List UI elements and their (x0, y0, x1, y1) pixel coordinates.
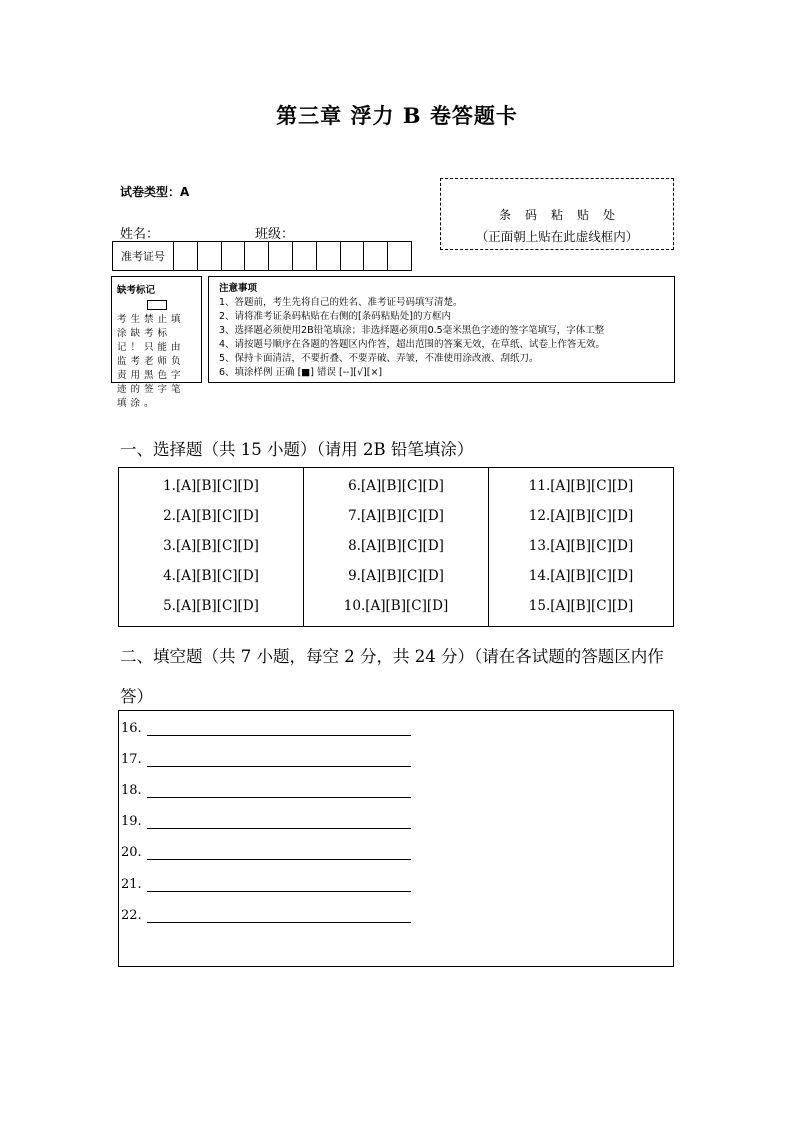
choice-item[interactable]: 1.[A][B][C][D] (163, 478, 259, 494)
barcode-title: 条码粘贴处 (498, 208, 629, 222)
fill-row (121, 877, 411, 892)
fill-row (121, 908, 411, 923)
choice-item[interactable]: 9.[A][B][C][D] (348, 568, 444, 584)
absent-instructions: 考生禁止填涂缺考标记！只能由监考老师负责用黑色字迹的签字笔填涂。 (117, 314, 185, 409)
paper-type-label: 试卷类型： (120, 185, 181, 199)
notes-item: 5、保持卡面清洁，不要折叠、不要弄破、弄皱，不准使用涂改液、刮纸刀。 (219, 353, 539, 364)
name-field[interactable] (159, 227, 255, 242)
choice-item[interactable]: 8.[A][B][C][D] (348, 538, 444, 554)
notes-item: 2、请将准考证条码粘贴在右侧的[条码粘贴处]的方框内 (219, 311, 451, 322)
choice-item[interactable]: 11.[A][B][C][D] (528, 478, 634, 494)
fill-number: 22. (121, 908, 142, 923)
exam-id-cell[interactable] (245, 242, 269, 270)
exam-id-cell[interactable] (174, 242, 198, 270)
fill-line[interactable] (147, 877, 411, 892)
name-label: 姓名： (120, 227, 160, 242)
fill-line[interactable] (147, 783, 411, 798)
choice-item[interactable]: 13.[A][B][C][D] (528, 538, 634, 554)
fill-number: 21. (121, 877, 142, 892)
fill-line[interactable] (147, 814, 411, 829)
fill-row (121, 721, 411, 736)
absent-mark-box (111, 276, 202, 409)
fill-line[interactable] (147, 752, 411, 767)
exam-id-label: 准考证号 (113, 242, 174, 270)
paper-type (120, 183, 189, 200)
choice-column (489, 468, 673, 626)
exam-id-cell[interactable] (269, 242, 293, 270)
fill-number: 16. (121, 721, 142, 736)
page-title: 第三章 浮力 B 卷答题卡 (276, 103, 518, 128)
barcode-area[interactable] (440, 178, 674, 250)
notes-box (208, 276, 675, 383)
fill-number: 18. (121, 783, 142, 798)
notes-item: 6、填涂样例 正确 [■] 错误 [--][√][×] (219, 367, 383, 378)
fill-line[interactable] (147, 908, 411, 923)
fill-row (121, 752, 411, 767)
exam-id-cell[interactable] (198, 242, 222, 270)
fill-answer-box (118, 710, 674, 967)
notes-title: 注意事项 (219, 283, 258, 294)
fill-row (121, 814, 411, 829)
section-heading-fill: 二、填空题（共 7 小题，每空 2 分，共 24 分）（请在各试题的答题区内作答） (120, 647, 664, 706)
choice-item[interactable]: 10.[A][B][C][D] (343, 598, 449, 614)
exam-id-cell[interactable] (341, 242, 365, 270)
choice-column (119, 468, 304, 626)
choice-item[interactable]: 12.[A][B][C][D] (528, 508, 634, 524)
class-field[interactable] (294, 227, 392, 242)
choice-item[interactable]: 15.[A][B][C][D] (528, 598, 634, 614)
fill-line[interactable] (147, 845, 411, 860)
choice-item[interactable]: 14.[A][B][C][D] (528, 568, 634, 584)
choice-answer-table (118, 467, 674, 627)
notes-item: 3、选择题必须使用2B铅笔填涂；非选择题必须用0.5毫米黑色字迹的签字笔填写，字体工整 (219, 325, 605, 336)
choice-item[interactable]: 6.[A][B][C][D] (348, 478, 444, 494)
section-heading-choice: 一、选择题（共 15 小题）（请用 2B 铅笔填涂） (120, 440, 474, 459)
choice-item[interactable]: 7.[A][B][C][D] (348, 508, 444, 524)
choice-item[interactable]: 3.[A][B][C][D] (163, 538, 259, 554)
exam-id-cell[interactable] (388, 242, 411, 270)
exam-id-cell[interactable] (364, 242, 388, 270)
choice-column (304, 468, 489, 626)
fill-row (121, 845, 411, 860)
fill-number: 19. (121, 814, 142, 829)
notes-item: 4、请按题号顺序在各题的答题区内作答，超出范围的答案无效，在草纸、试卷上作答无效。 (219, 339, 606, 350)
paper-type-value: A (180, 185, 190, 199)
fill-number: 20. (121, 845, 142, 860)
class-label: 班级： (255, 227, 295, 242)
exam-id-cell[interactable] (293, 242, 317, 270)
absent-title: 缺考标记 (117, 285, 156, 296)
barcode-note: （正面朝上贴在此虚线框内） (475, 229, 639, 244)
exam-id-cell[interactable] (222, 242, 246, 270)
choice-item[interactable]: 5.[A][B][C][D] (163, 598, 259, 614)
absent-mark-checkbox[interactable] (147, 300, 167, 310)
notes-item: 1、答题前，考生先将自己的姓名、准考证号码填写清楚。 (219, 297, 463, 308)
fill-row (121, 783, 411, 798)
name-class-row (120, 223, 392, 242)
choice-item[interactable]: 2.[A][B][C][D] (163, 508, 259, 524)
fill-number: 17. (121, 752, 142, 767)
fill-line[interactable] (147, 721, 411, 736)
exam-id-grid (112, 241, 412, 271)
exam-id-cell[interactable] (317, 242, 341, 270)
choice-item[interactable]: 4.[A][B][C][D] (163, 568, 259, 584)
